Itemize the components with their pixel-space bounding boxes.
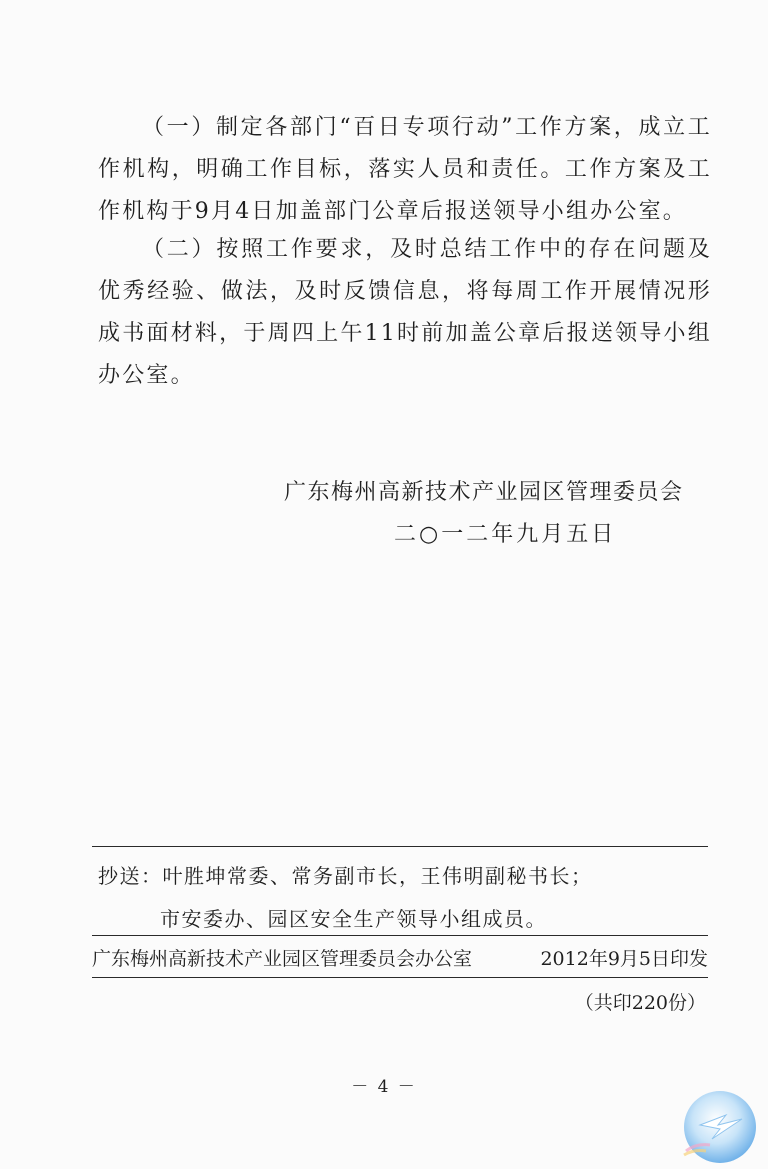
signature-organization: 广东梅州高新技术产业园区管理委员会 [284, 480, 684, 505]
divider-bottom [92, 977, 708, 978]
issue-date: 2012年9月5日印发 [540, 948, 708, 970]
cc-line-1: 抄送：叶胜坤常委、常务副市长，王伟明副秘书长； [98, 864, 593, 888]
page-number: － 4 － [351, 1077, 417, 1097]
cc-line-2: 市安委办、园区安全生产领导小组成员。 [160, 907, 547, 931]
copies-count: （共印220份） [574, 992, 706, 1014]
signature-date: 二○一二年九月五日 [394, 522, 617, 547]
lightning-globe-icon [676, 1085, 760, 1169]
divider-top [92, 846, 708, 847]
issuance-row [92, 944, 708, 971]
issuer-name: 广东梅州高新技术产业园区管理委员会办公室 [92, 948, 473, 970]
divider-middle [92, 935, 708, 936]
paragraph-2: （二）按照工作要求，及时总结工作中的存在问题及优秀经验、做法，及时反馈信息，将每周工作开展情况形成书面材料，于周四上午11时前加盖公章后报送领导小组办公室。 [98, 237, 712, 388]
paragraph-1: （一）制定各部门“百日专项行动”工作方案，成立工作机构，明确工作目标，落实人员和责任。工作方案及工作机构于9月4日加盖部门公章后报送领导小组办公室。 [98, 115, 712, 224]
